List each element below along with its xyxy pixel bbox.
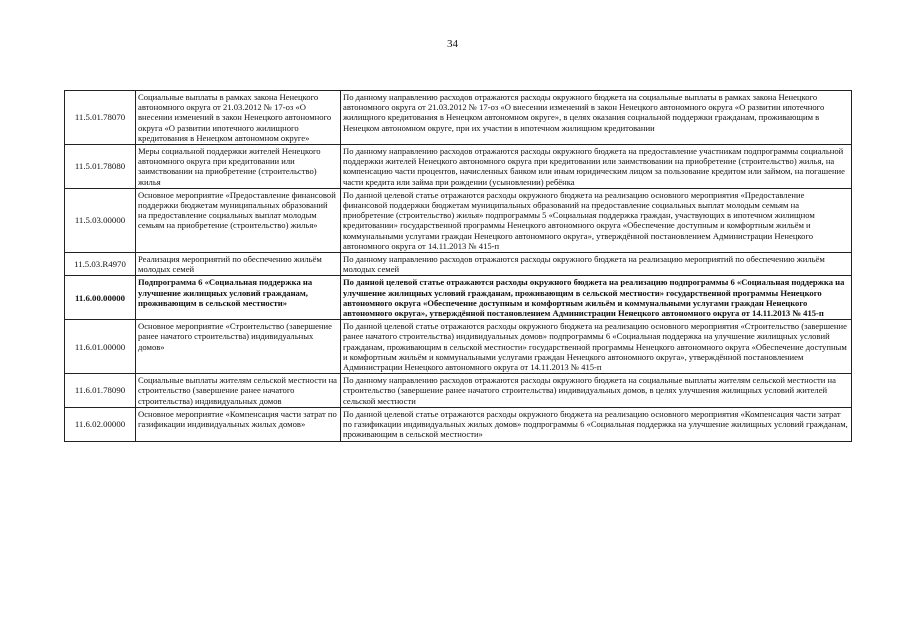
budget-classification-table [64,90,852,442]
target-article-description: По данной целевой статье отражаются расходы окружного бюджета на реализацию основного мероприятия «Предоставление финансовой поддержки бюджетам муниципальных образований на предоставление социальных выплат молодым семьям на приобретение (строительство) жилья» подпрограммы 5 «Социальная поддержка граждан, участвующих в ипотечном жилищном кредитовании» государственной программы Ненецкого автономного округа «Обеспечение доступным и комфортным жильём и коммунальными услугами граждан Ненецкого автономного округа», утверждённой постановлением Администрации Ненецкого автономного округа от 14.11.2013 № 415-п [341,188,852,252]
table-row [65,253,852,276]
target-article-code: 11.5.01.78080 [65,145,136,189]
target-article-name: Подпрограмма 6 «Социальная поддержка на улучшение жилищных условий гражданам, проживающим в сельской местности» [136,276,341,320]
target-article-code: 11.5.03.00000 [65,188,136,252]
table-row [65,374,852,408]
page-number: 34 [447,38,458,50]
target-article-description: По данной целевой статье отражаются расходы окружного бюджета на реализацию подпрограммы 6 «Социальная поддержка на улучшение жилищных условий гражданам, проживающим в сельской местности» государственной программы Ненецкого автономного округа «Обеспечение доступным и комфортным жильём и коммунальными услугами граждан Ненецкого автономного округа», утверждённой постановлением Администрации Ненецкого автономного округа от 14.11.2013 № 415-п [341,276,852,320]
target-article-description: По данному направлению расходов отражаются расходы окружного бюджета на реализацию мероприятий по обеспечению жильём молодых семей [341,253,852,276]
table-row [65,320,852,374]
target-article-code: 11.5.03.R4970 [65,253,136,276]
target-article-description: По данному направлению расходов отражаются расходы окружного бюджета на предоставление участникам подпрограммы социальной поддержки жителей Ненецкого автономного округа при кредитовании или заимствовании на приобретение (строительство) жилья, на компенсацию части процентов, начисленных банком или иным юридическим лицом за пользование кредитом или займом, на погашение части кредита или займа при рождении (усыновлении) ребёнка [341,145,852,189]
target-article-name: Меры социальной поддержки жителей Ненецкого автономного округа при кредитовании или заимствовании на приобретение (строительство) жилья [136,145,341,189]
target-article-code: 11.5.01.78070 [65,91,136,145]
table-row [65,407,852,441]
target-article-name: Основное мероприятие «Компенсация части затрат по газификации индивидуальных жилых домов» [136,407,341,441]
target-article-code: 11.6.02.00000 [65,407,136,441]
target-article-name: Реализация мероприятий по обеспечению жильём молодых семей [136,253,341,276]
target-article-name: Социальные выплаты в рамках закона Ненецкого автономного округа от 21.03.2012 № 17-оз «О внесении изменений в закон Ненецкого автономного округа «О развитии ипотечного жилищного кредитования в Ненецком автономном округе» [136,91,341,145]
table-row [65,145,852,189]
table-row [65,188,852,252]
target-article-description: По данному направлению расходов отражаются расходы окружного бюджета на социальные выплаты в рамках закона Ненецкого автономного округа от 21.03.2012 № 17-оз «О внесении изменений в закон Ненецкого автономного округа «О развитии ипотечного жилищного кредитования в Ненецком автономном округе», в целях оказания социальной поддержки гражданам, проживающим в Ненецком автономном округе, при их участии в ипотечном жилищном кредитовании [341,91,852,145]
target-article-name: Основное мероприятие «Предоставление финансовой поддержки бюджетам муниципальных образований на предоставление социальных выплат молодым семьям на приобретение (строительство) жилья» [136,188,341,252]
target-article-name: Социальные выплаты жителям сельской местности на строительство (завершение ранее начатого строительства) индивидуальных домов [136,374,341,408]
target-article-description: По данной целевой статье отражаются расходы окружного бюджета на реализацию основного мероприятия «Компенсация части затрат по газификации индивидуальных жилых домов» подпрограммы 6 «Социальная поддержка на улучшение жилищных условий гражданам, проживающим в сельской местности» [341,407,852,441]
target-article-description: По данной целевой статье отражаются расходы окружного бюджета на реализацию основного мероприятия «Строительство (завершение ранее начатого строительства) индивидуальных домов» подпрограммы 6 «Социальная поддержка на улучшение жилищных условий гражданам, проживающим в сельской местности» государственной программы Ненецкого автономного округа «Обеспечение доступным и комфортным жильём и коммунальными услугами граждан Ненецкого автономного округа», утверждённой постановлением Администрации Ненецкого автономного округа от 14.11.2013 № 415-п [341,320,852,374]
target-article-description: По данному направлению расходов отражаются расходы окружного бюджета на социальные выплаты жителям сельской местности на строительство (завершение ранее начатого строительства) индивидуальных домов, в целях улучшения жилищных условий жителей сельской местности [341,374,852,408]
target-article-code: 11.6.01.78090 [65,374,136,408]
target-article-name: Основное мероприятие «Строительство (завершение ранее начатого строительства) индивидуальных домов» [136,320,341,374]
table-row-subprogram [65,276,852,320]
table-row [65,91,852,145]
target-article-code: 11.6.01.00000 [65,320,136,374]
target-article-code: 11.6.00.00000 [65,276,136,320]
